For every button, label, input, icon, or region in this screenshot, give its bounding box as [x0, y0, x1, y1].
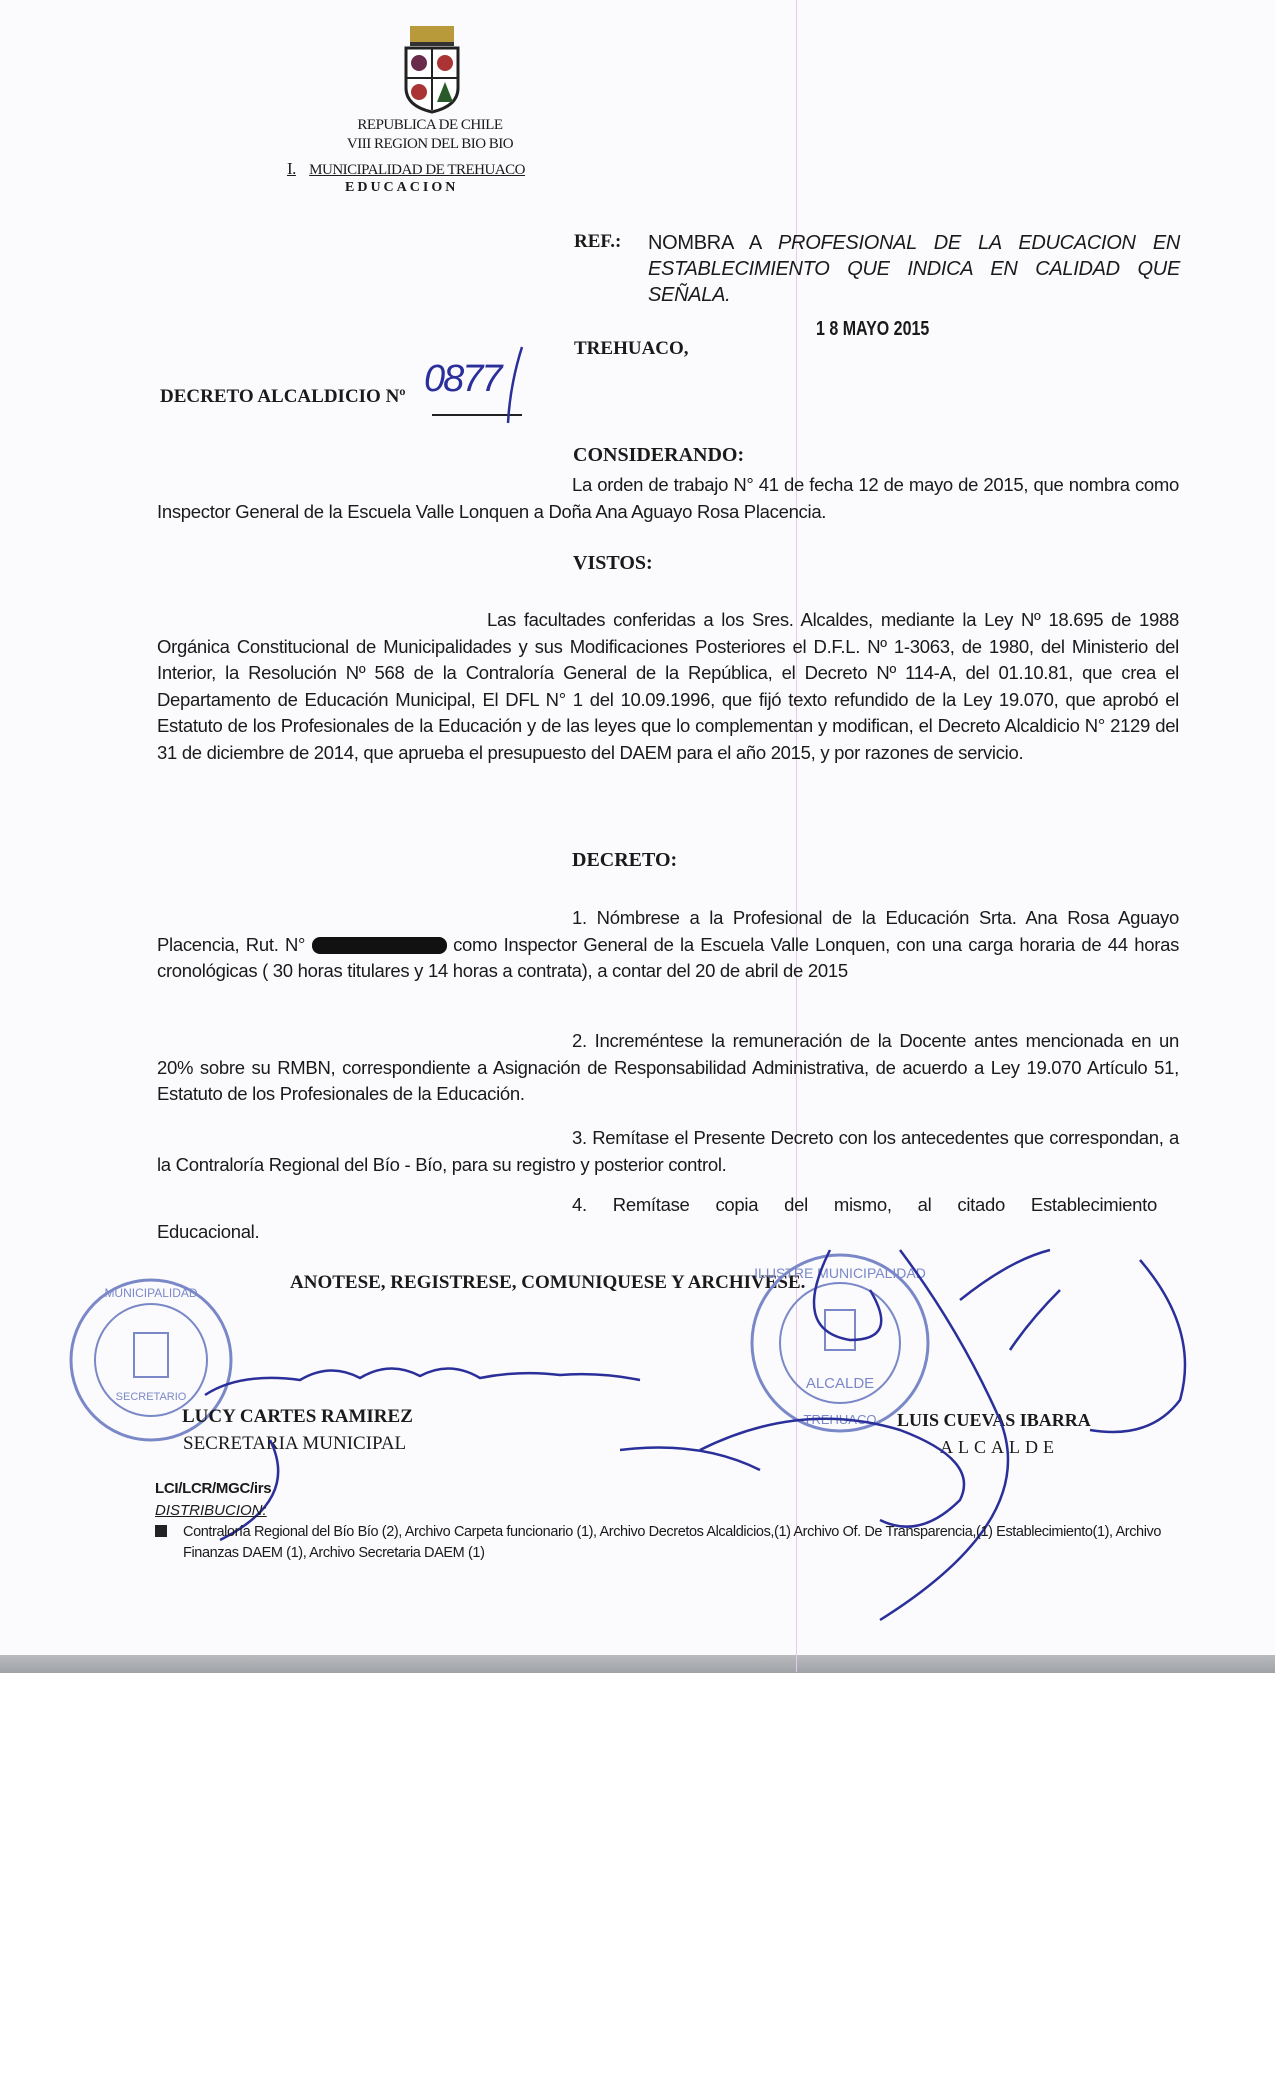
header-line-region: VIII REGION DEL BIO BIO [346, 136, 514, 152]
distribution-text: Contraloría Regional del Bío Bío (2), Archivo Carpeta funcionario (1), Archivo Decretos Alcaldicios,(1) Archivo Of. De Transparencia,(1) Establecimiento(1), Archivo Finanzas DAEM (1), Archivo Secretaria DAEM (1) [183, 1524, 1162, 1561]
decreto-title: DECRETO: [572, 849, 678, 871]
right-signer-name: LUIS CUEVAS IBARRA [897, 1410, 1091, 1430]
ref-label: REF.: [574, 231, 622, 252]
header-prefix: I. [287, 159, 296, 178]
considerando-text: La orden de trabajo N° 41 de fecha 12 de mayo de 2015, que nombra como Inspector General de la Escuela Valle Lonquen a Doña Ana Aguayo Rosa Placencia. [157, 474, 1179, 522]
place-label: TREHUACO, [574, 338, 689, 359]
distribution-title: DISTRIBUCION: [155, 1502, 267, 1519]
svg-text:MUNICIPALIDAD: MUNICIPALIDAD [104, 1286, 198, 1300]
left-signer-name: LUCY CARTES RAMIREZ [182, 1406, 413, 1427]
date-stamp: 1 8 MAYO 2015 [816, 318, 930, 340]
bullet-icon [155, 1525, 167, 1537]
svg-text:ILUSTRE MUNICIPALIDAD: ILUSTRE MUNICIPALIDAD [754, 1265, 926, 1281]
closing-formula: ANOTESE, REGISTRESE, COMUNIQUESE Y ARCHIVESE. [290, 1272, 806, 1293]
left-signer-title: SECRETARIA MUNICIPAL [183, 1433, 407, 1454]
svg-text:SECRETARIO: SECRETARIO [115, 1391, 187, 1403]
decreto-item-4: 4. Remítase copia del mismo, al citado Establecimiento Educacional. [157, 1194, 1157, 1242]
svg-text:TREHUACO: TREHUACO [803, 1412, 877, 1427]
header-educacion: EDUCACION [345, 180, 459, 195]
vistos-title: VISTOS: [573, 552, 653, 574]
svg-text:ALCALDE: ALCALDE [805, 1375, 875, 1392]
right-signer-title: ALCALDE [940, 1437, 1059, 1457]
decreto-item-2: 2. Increméntese la remuneración de la Docente antes mencionada en un 20% sobre su RMBN, correspondiente a Asignación de Responsabilidad Administrativa, de acuerdo a Ley 19.070 Artículo 51, Estatuto de los Profesionales de la Educación. [157, 1030, 1179, 1105]
header-municipalidad: MUNICIPALIDAD DE TREHUACO [309, 162, 526, 178]
vistos-text: Las facultades conferidas a los Sres. Alcaldes, mediante la Ley Nº 18.695 de 1988 Orgánica Constitucional de Municipalidades y sus Modificaciones Posteriores el D.F.L. Nº 1-3063, de 1980, del Ministerio del Interior, la Resolución Nº 568 de la Contraloría General de la República, el Decreto Nº 114-A, del 01.10.81, que crea el Departamento de Educación Municipal, El DFL N° 1 del 10.09.1996, que fijó texto refundido de la Ley 19.070, que aprobó el Estatuto de los Profesionales de la Educación y de las leyes que lo complementan y modifican, el Decreto Alcaldicio N° 2129 del 31 de diciembre de 2014, que aprueba el presupuesto del DAEM para el año 2015, y por razones de servicio. [157, 609, 1179, 763]
considerando-title: CONSIDERANDO: [573, 444, 745, 466]
right-signature [620, 1250, 1185, 1620]
decree-label: DECRETO ALCALDICIO Nº [160, 386, 406, 407]
initials: LCI/LCR/MGC/irs [155, 1480, 272, 1497]
ref-text-italic: PROFESIONAL DE LA EDUCACION EN ESTABLECIMIENTO QUE INDICA EN CALIDAD QUE SEÑALA. [648, 232, 1180, 306]
header-line-republica: REPUBLICA DE CHILE [357, 117, 503, 133]
item1-part-b: como Inspector General de la Escuela Valle Lonquen, con una carga horaria de 44 horas cronológicas ( 30 horas titulares y 14 horas a contrata), a contar del 20 de abril de 2015 [157, 933, 1180, 982]
decree-number: 0877 [424, 358, 501, 400]
left-signature [205, 1368, 640, 1395]
ref-text-plain: NOMBRA A [648, 232, 779, 254]
item1-part-a: 1. Nómbrese a la Profesional de la Educación Srta. Ana Rosa Aguayo Placencia, Rut. N° [157, 907, 1179, 955]
decreto-item-3: 3. Remítase el Presente Decreto con los antecedentes que correspondan, a la Contraloría Regional del Bío - Bío, para su registro y posterior control. [157, 1127, 1179, 1175]
